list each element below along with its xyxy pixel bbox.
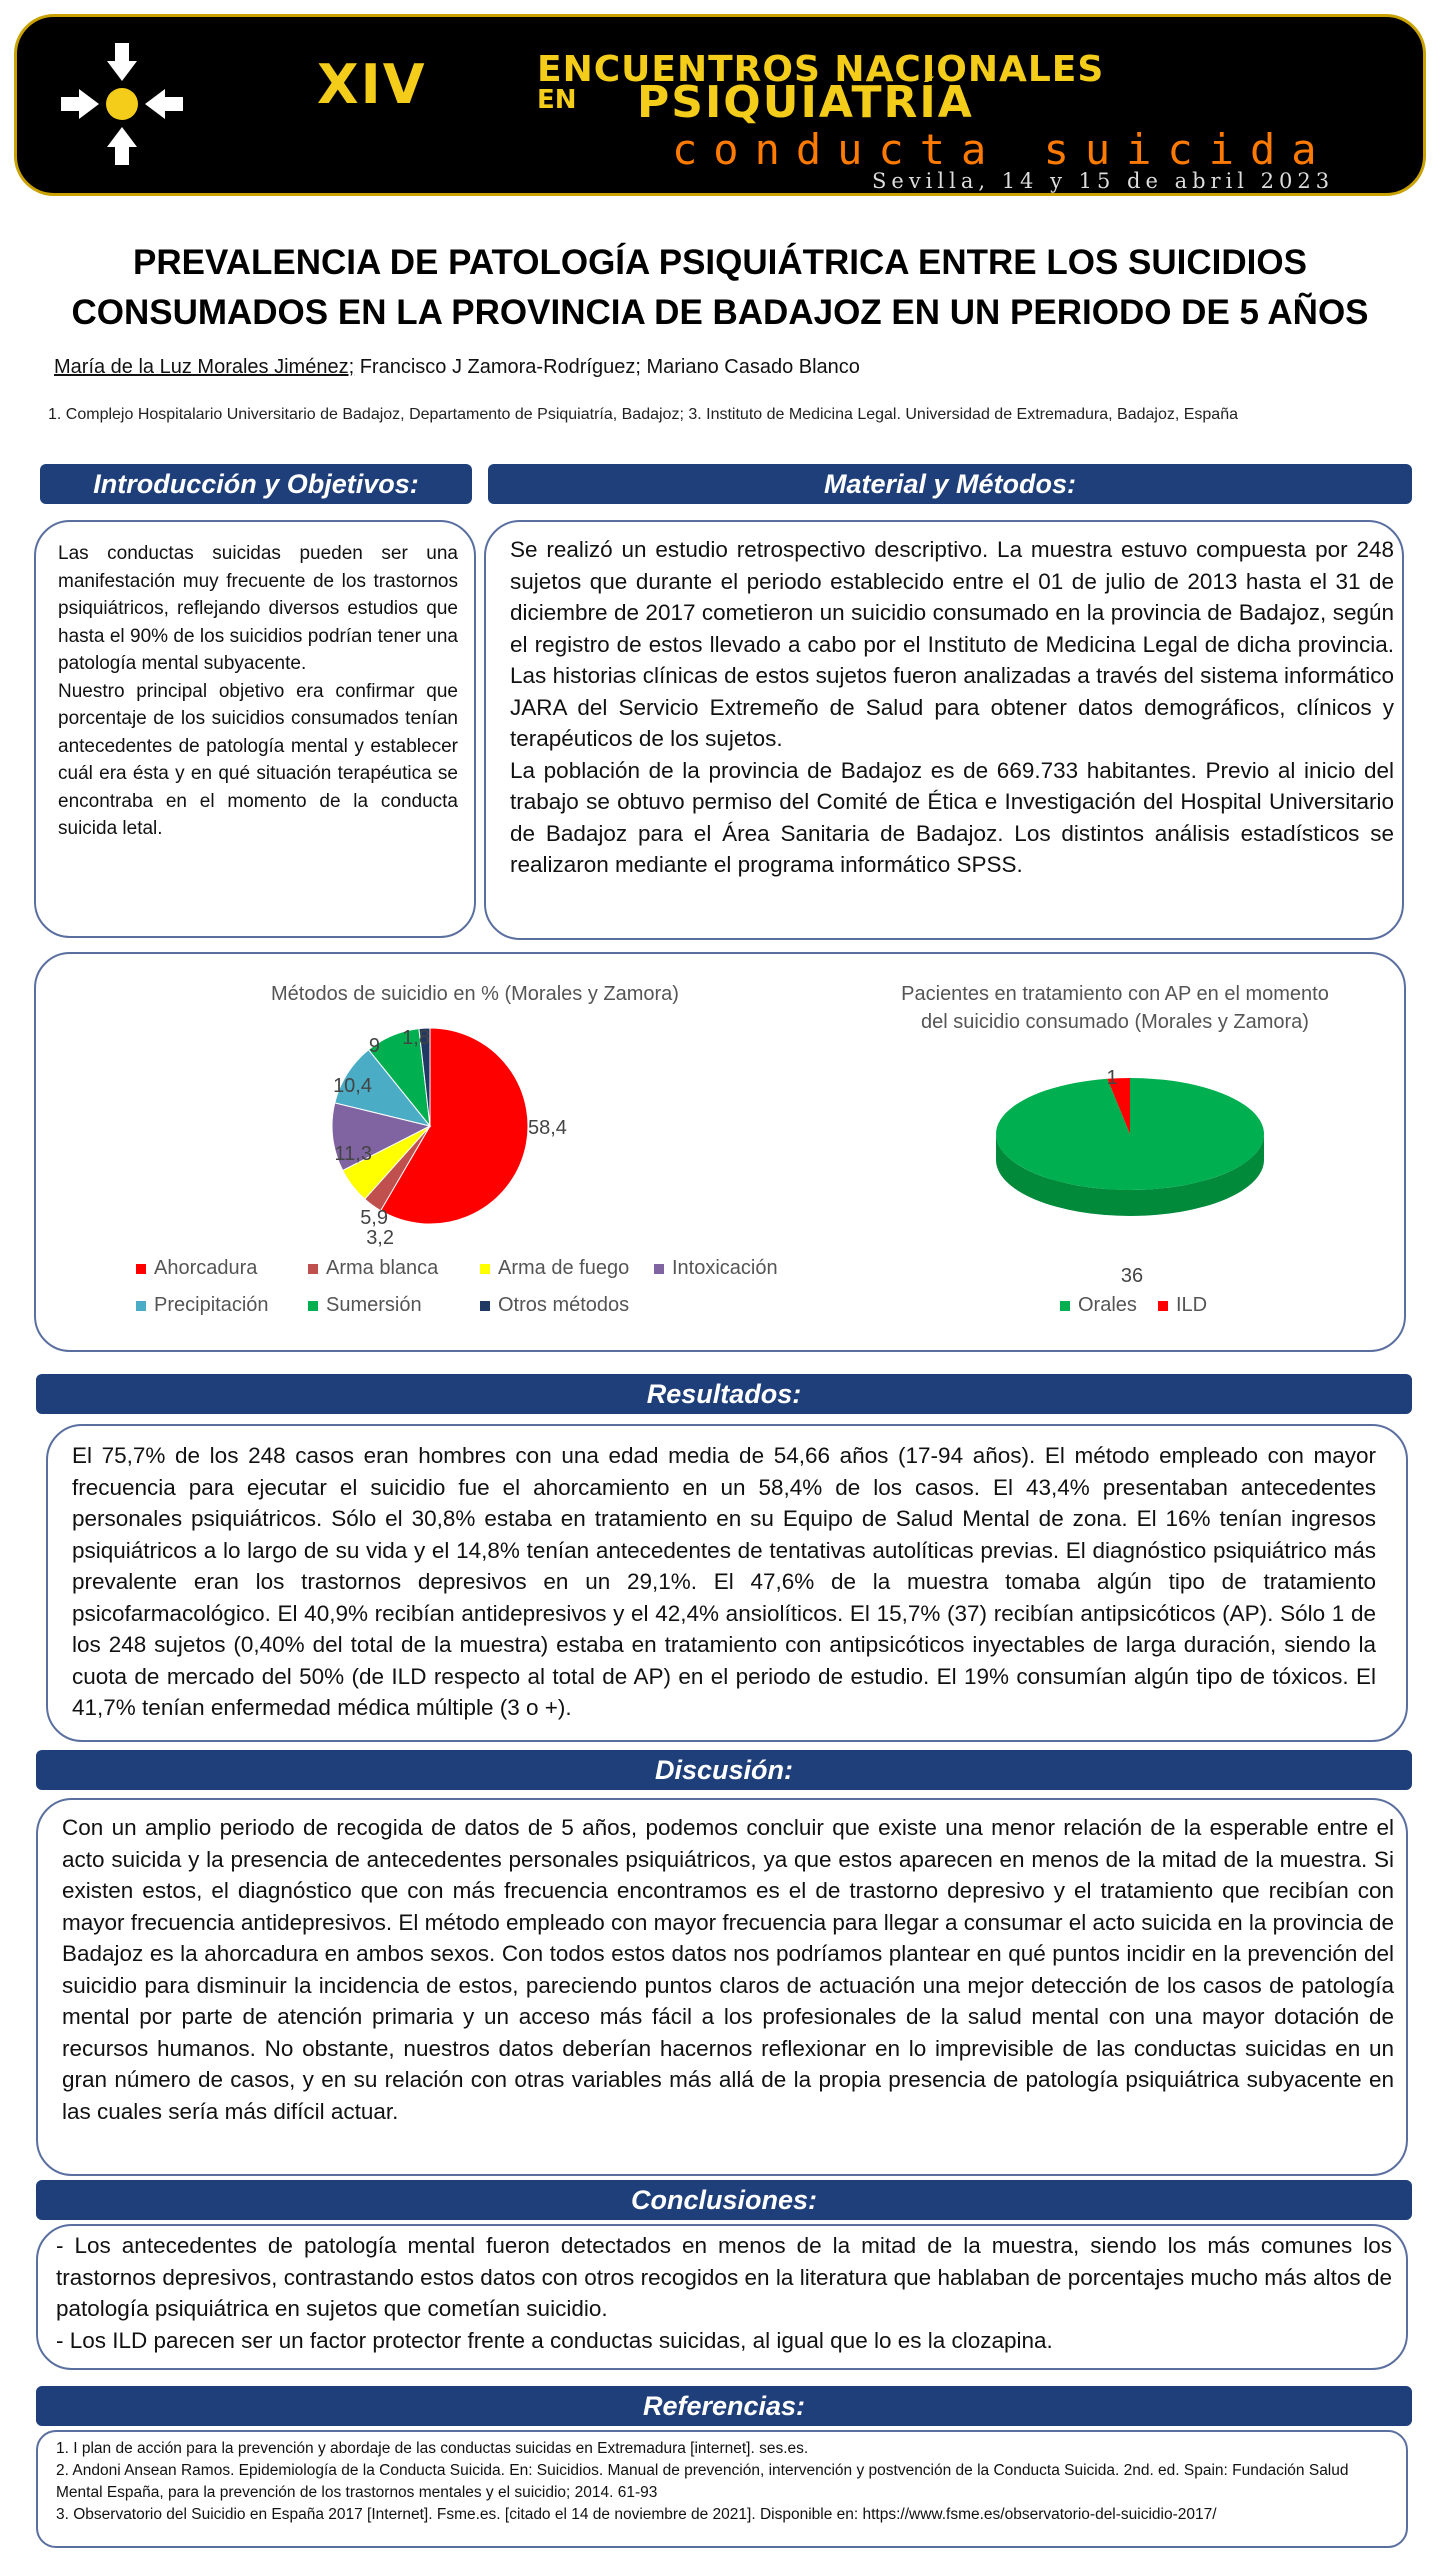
results-heading: Resultados: [36, 1374, 1412, 1414]
methods-heading: Material y Métodos: [488, 464, 1412, 504]
other-authors: Francisco J Zamora-Rodríguez; Mariano Casado Blanco [354, 356, 860, 378]
legend2-orales: Orales [1060, 1294, 1137, 1317]
discussion-text: Con un amplio periodo de recogida de datos de 5 años, podemos concluir que existe una menor relación de la esperable entre el acto suicida y la presencia de antecedentes personales psiquiátricos, ya que estos aparecen en menos de la mitad de la muestra. Si existen estos, el diagnóstico que con más frecuencia encontramos es el de trastorno depresivo y el tratamiento que recibían con mayor frecuencia antidepresivos. El método empleado con mayor frecuencia para llegar a consumar el acto suicida en la provincia de Badajoz es la ahorcadura en ambos sexos. Con todos estos datos nos podríamos plantear en qué puntos incidir en la prevención del suicidio para disminuir la incidencia de estos, pareciendo puntos claros de actuación una mejor detección de los casos de patología mental por parte de atención primaria y un acceso más fácil a los profesionales de la salud mental con una mayor dotación de recursos humanos. No obstante, nuestros datos deberían hacernos reflexionar en lo imprevisible de las conductas suicidas en un gran número de casos, y en su relación con otras variables más allá de la propia presencia de patología psiquiátrica subyacente en las cuales sería más difícil actuar. [62, 1815, 1394, 2124]
methods-paragraph-2: La población de la provincia de Badajoz es de 669.733 habitantes. Previo al inicio del trabajo se obtuvo permiso del Comité de Ética e Investigación del Hospital Universitario de Badajoz para el Área Sanitaria de Badajoz. Los distintos análisis estadísticos se realizaron mediante el programa informático SPSS. [510, 757, 1394, 877]
pie2-label-1: 1 [1106, 1067, 1118, 1089]
reference-3: 3. Observatorio del Suicidio en España 2017 [Internet]. Fsme.es. [citado el 14 de noviembre de 2021]. Disponible en: https://www.fsme.es/observatorio-del-suicidio-2017/ [56, 2506, 1217, 2523]
methods-text [510, 534, 1394, 881]
legend1-sumersion: Sumersión [308, 1294, 422, 1317]
pie2-label-0: 36 [1120, 1265, 1144, 1287]
references-text [56, 2438, 1386, 2526]
reference-1: 1. I plan de acción para la prevención y abordaje de las conductas suicidas en Extremadura [internet]. ses.es. [56, 2440, 809, 2457]
pie1-label-2: 5,9 [360, 1207, 388, 1229]
poster-title: PREVALENCIA DE PATOLOGÍA PSIQUIÁTRICA ENTRE LOS SUICIDIOS CONSUMADOS EN LA PROVINCIA DE BADAJOZ EN UN PERIODO DE 5 AÑOS [71, 243, 1369, 332]
legend1-ahorcadura: Ahorcadura [136, 1257, 257, 1280]
reference-2: 2. Andoni Ansean Ramos. Epidemiología de la Conducta Suicida. En: Suicidios. Manual de prevención, intervención y postvención de la Conducta Suicida. 2nd. ed. Spain: Fundación Salud Mental España, para la prevención de los trastornos mentales y el suicidio; 2014. 61-93 [56, 2462, 1349, 2501]
intro-heading: Introducción y Objetivos: [40, 464, 472, 504]
pie1-label-4: 10,4 [333, 1075, 372, 1097]
legend1-otros: Otros métodos [480, 1294, 629, 1317]
methods-paragraph-1: Se realizó un estudio retrospectivo descriptivo. La muestra estuvo compuesta por 248 sujetos que durante el periodo establecido entre el 01 de julio de 2013 hasta el 31 de diciembre de 2017 cometieron un suicidio consumado en la provincia de Badajoz, según el registro de estos llevado a cabo por el Instituto de Medicina Legal de dicha provincia. Las historias clínicas de estos sujetos fueron analizadas a través del sistema informático JARA del Servicio Extremeño de Salud para obtener datos demográficos, clínicos y terapéuticos de los sujetos. [510, 537, 1394, 751]
legend2-ild: ILD [1158, 1294, 1207, 1317]
chart2-svg [980, 1060, 1280, 1290]
conclusions-text [56, 2230, 1392, 2356]
first-author: María de la Luz Morales Jiménez; [54, 356, 355, 378]
intro-paragraph-2: Nuestro principal objetivo era confirmar que porcentaje de los suicidios consumados tenían antecedentes de patología mental y establecer cuál era ésta y en qué situación terapéutica se encontraba en el momento de la conducta suicida letal. [58, 680, 458, 839]
discussion-heading: Discusión: [36, 1750, 1412, 1790]
conclusions-heading: Conclusiones: [36, 2180, 1412, 2220]
chart1-svg [290, 1010, 630, 1250]
pie1-label-0: 58,4 [528, 1117, 567, 1139]
legend1-arma-blanca: Arma blanca [308, 1257, 438, 1280]
banner-date: Sevilla, 14 y 15 de abril 2023 [872, 169, 1335, 193]
banner-line2-big: PSIQUIATRÍA [637, 77, 974, 128]
banner-line1: ENCUENTROS NACIONALES [537, 49, 1105, 90]
arrows-logo-icon [57, 39, 187, 169]
banner-line2-small: EN [537, 85, 577, 115]
intro-paragraph-1: Las conductas suicidas pueden ser una manifestación muy frecuente de los trastornos psiquiátricos, reflejando diversos estudios que hasta el 90% de los suicidios podrían tener una patología mental subyacente. [58, 543, 458, 674]
pie1-label-1: 3,2 [366, 1227, 394, 1249]
chart2-title: Pacientes en tratamiento con AP en el momento del suicidio consumado (Morales y Zamora) [901, 983, 1329, 1033]
conclusion-1: - Los antecedentes de patología mental fueron detectados en menos de la mitad de la muestra, siendo los más comunes los trastornos depresivos, contrastando estos datos con otros recogidos en la literatura que hablaban de porcentajes mucho más altos de patología psiquiátrica en sujetos que cometían suicidio. [56, 2233, 1392, 2321]
banner-subtitle: conducta suicida [672, 125, 1333, 174]
chart1-title: Métodos de suicidio en % (Morales y Zamora) [271, 983, 679, 1005]
intro-text [58, 540, 458, 843]
legend1-precipitacion: Precipitación [136, 1294, 269, 1317]
references-heading: Referencias: [36, 2386, 1412, 2426]
pie1-label-5: 9 [368, 1035, 380, 1057]
authors [54, 356, 860, 379]
pie1-label-3: 11,3 [334, 1143, 372, 1165]
results-text: El 75,7% de los 248 casos eran hombres con una edad media de 54,66 años (17-94 años). El método empleado con mayor frecuencia para ejecutar el suicidio fue el ahorcamiento en un 58,4% de los casos. El 43,4% presentaban antecedentes personales psiquiátricos. Sólo el 30,8% estaba en tratamiento en su Equipo de Salud Mental de zona. El 16% tenían ingresos psiquiátricos a lo largo de su vida y el 14,8% tenían antecedentes de tentativas autolíticas previas. El diagnóstico psiquiátrico más prevalente eran los trastornos depresivos en un 29,1%. El 47,6% de la muestra tomaba algún tipo de tratamiento psicofarmacológico. El 40,9% recibían antidepresivos y el 42,4% ansiolíticos. El 15,7% (37) recibían antipsicóticos (AP). Sólo 1 de los 248 sujetos (0,40% del total de la muestra) estaba en tratamiento con antipsicóticos inyectables de larga duración, siendo la cuota de mercado del 50% (de ILD respecto al total de AP) en el periodo de estudio. El 19% consumían algún tipo de tóxicos. El 41,7% tenían enfermedad médica múltiple (3 o +). [72, 1443, 1376, 1720]
pie1-label-6: 1,8 [402, 1027, 430, 1049]
affiliation: 1. Complejo Hospitalario Universitario de Badajoz, Departamento de Psiquiatría, Badajoz; 3. Instituto de Medicina Legal. Universidad de Extremadura, Badajoz, España [48, 406, 1238, 423]
banner-edition: XIV [317, 53, 427, 116]
conclusion-2: - Los ILD parecen ser un factor protector frente a conductas suicidas, al igual que lo es la clozapina. [56, 2327, 1053, 2353]
event-banner [14, 14, 1426, 196]
legend1-arma-fuego: Arma de fuego [480, 1257, 629, 1280]
legend1-intoxicacion: Intoxicación [654, 1257, 778, 1280]
